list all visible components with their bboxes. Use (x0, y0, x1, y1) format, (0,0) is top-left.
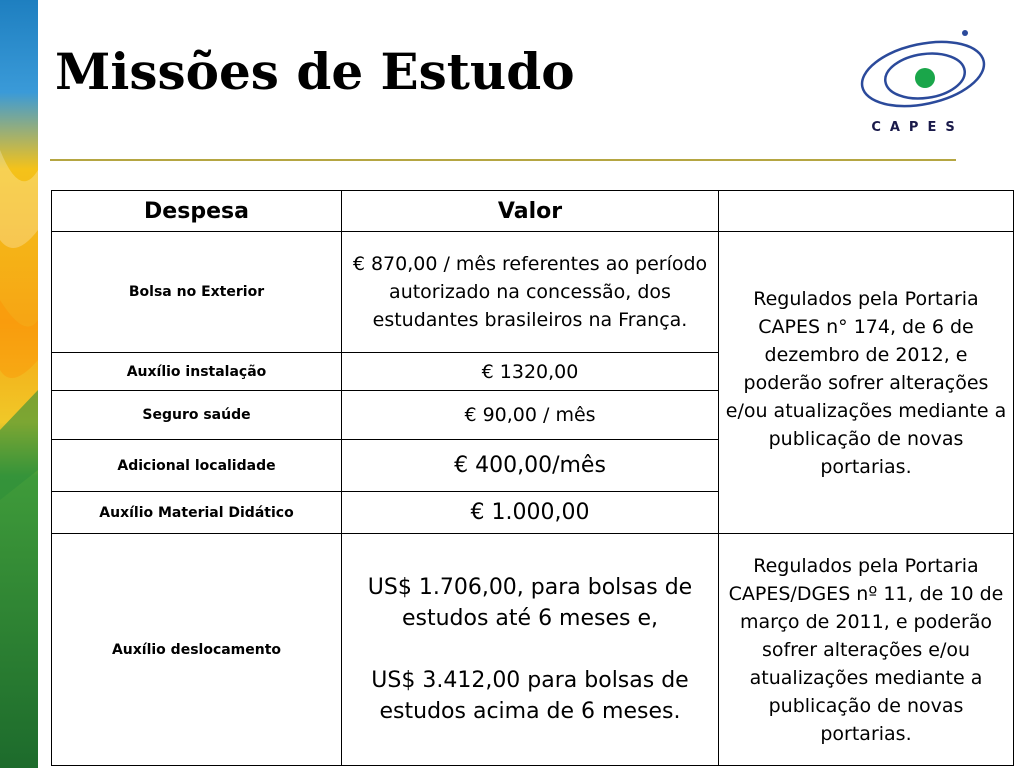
expense-cell: Bolsa no Exterior (52, 232, 342, 353)
value-cell: € 90,00 / mês (342, 391, 719, 440)
value-cell: € 1.000,00 (342, 492, 719, 534)
logo-text: CAPES (871, 120, 964, 135)
title-divider (50, 159, 956, 161)
value-cell: € 400,00/mês (342, 440, 719, 492)
regulation-note-cell: Regulados pela Portaria CAPES n° 174, de 6 de dezembro de 2012, e poderão sofrer alterações e/ou atualizações mediante a publicação de novas portarias. (719, 232, 1014, 534)
expense-cell: Seguro saúde (52, 391, 342, 440)
table-row (52, 534, 1014, 766)
expense-cell: Auxílio deslocamento (52, 534, 342, 766)
page-title: Missões de Estudo (55, 42, 575, 101)
expense-cell: Auxílio instalação (52, 353, 342, 391)
regulation-note-cell: Regulados pela Portaria CAPES/DGES nº 11, de 10 de março de 2011, e poderão sofrer alterações e/ou atualizações mediante a publicação de novas portarias. (719, 534, 1014, 766)
table-header-row (52, 191, 1014, 232)
value-part-2: US$ 3.412,00 para bolsas de estudos acima de 6 meses. (371, 668, 689, 724)
value-cell (342, 534, 719, 766)
header-despesa: Despesa (52, 191, 342, 232)
decorative-side-strip (0, 0, 38, 768)
header-valor: Valor (342, 191, 719, 232)
expense-table (51, 190, 1014, 766)
header-notes (719, 191, 1014, 232)
expense-cell: Auxílio Material Didático (52, 492, 342, 534)
value-spacer (348, 634, 712, 665)
value-cell: € 1320,00 (342, 353, 719, 391)
side-strip-graphic (0, 0, 38, 768)
value-part-1: US$ 1.706,00, para bolsas de estudos até 6 meses e, (367, 575, 693, 631)
expense-cell: Adicional localidade (52, 440, 342, 492)
table-row (52, 232, 1014, 353)
value-cell: € 870,00 / mês referentes ao período autorizado na concessão, dos estudantes brasileiros na França. (342, 232, 719, 353)
capes-logo (855, 26, 995, 136)
capes-logo-icon (855, 26, 995, 121)
